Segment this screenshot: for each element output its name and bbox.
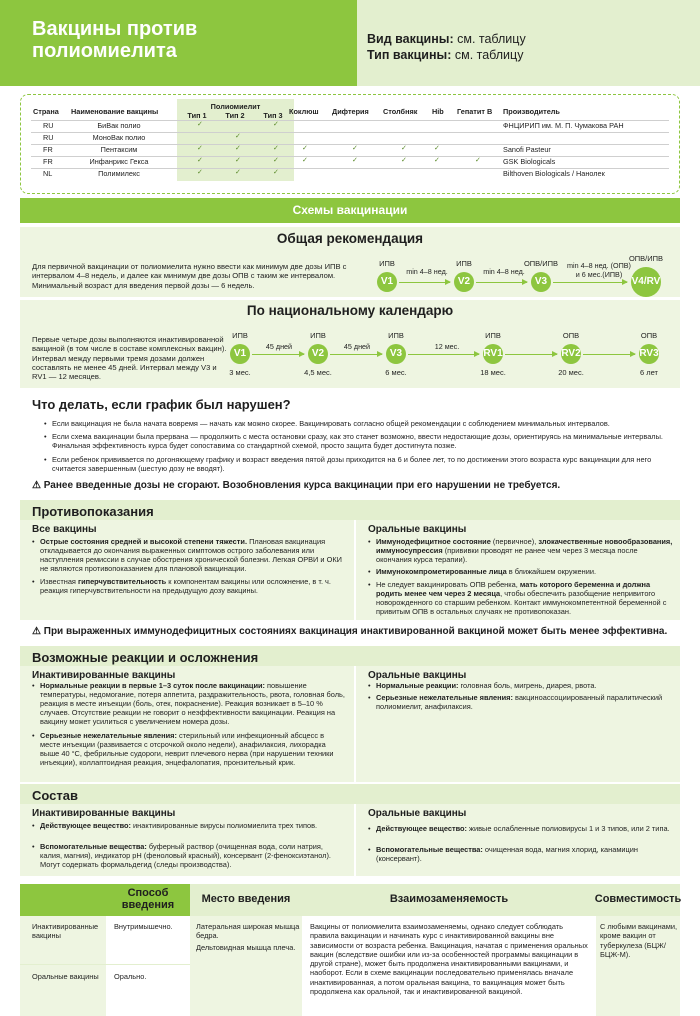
- check-icon: ✓: [235, 169, 241, 176]
- dose-type-label: ИПВ: [485, 331, 501, 340]
- check-icon: ✓: [401, 157, 407, 164]
- dose-circle: RV3: [639, 344, 659, 364]
- dose-type-label: ОПВ: [640, 331, 658, 340]
- contra-oral-item-1: • Иммунодефицитное состояние (первичное), злокачественные новообразования, иммуносупрессия (прививки проводят не ранее чем через 3 месяца после окончания курса терапии).: [376, 537, 674, 564]
- broken-title: Что делать, если график был нарушен?: [32, 397, 291, 412]
- admin-row2-method: Орально.: [114, 972, 147, 981]
- dose-type-label: ИПВ: [232, 331, 248, 340]
- check-icon: ✓: [197, 145, 203, 152]
- reactions-oral-item-2: • Серьезные нежелательные явления: вакциноассоциированный паралитический полиомиелит, анафилаксия.: [376, 693, 674, 711]
- vaccine-table: [20, 94, 680, 194]
- admin-h-place: Место введения: [190, 884, 302, 916]
- check-icon: ✓: [352, 157, 358, 164]
- broken-item-2: • Если схема вакцинации была прервана — продолжить с места остановки сразу, как это станет возможно, ввести недостающие дозы, ориентируясь на минимальные интервалы. Финальная эффективность курса будет сопоставима со стандартной схемой, просто защита будет достигнута позже.: [52, 432, 672, 450]
- national-panel: [20, 300, 680, 388]
- dose-circle: V3: [386, 344, 406, 364]
- interval-label: min 4–8 нед. (ОПВ): [567, 261, 631, 270]
- dose-circle: V3: [531, 272, 551, 292]
- th-type3: Тип 3: [263, 111, 283, 120]
- check-icon: ✓: [401, 145, 407, 152]
- dose-circle: V4/RV: [631, 267, 661, 297]
- table-cell-name: Инфанрикс Гекса: [89, 157, 149, 166]
- dose-type-label: ОПВ/ИПВ: [523, 259, 559, 268]
- interval-arrow: [583, 354, 635, 355]
- interval-arrow: [408, 354, 479, 355]
- dose-age-label: 6 мес.: [385, 368, 407, 377]
- reactions-oral-item-1: • Нормальные реакции: головная боль, мигрень, диарея, рвота.: [376, 681, 674, 690]
- composition-title: Состав: [20, 784, 680, 804]
- page-header: [0, 0, 700, 86]
- reactions-inact-title: Инактивированные вакцины: [32, 670, 176, 681]
- composition-oral-item-2: • Вспомогательные вещества: очищенная вода, магния хлорид, канамицин (консервант).: [376, 845, 674, 863]
- admin-h-compat: Совместимость: [596, 884, 680, 916]
- interval-arrow: [330, 354, 382, 355]
- table-cell-name: Пентаксим: [100, 145, 138, 154]
- admin-row1-place2: Дельтовидная мышца плеча.: [196, 943, 296, 952]
- reactions-inact-col: [20, 666, 354, 782]
- contra-oral-col: [356, 520, 680, 620]
- contra-all-col: [20, 520, 354, 620]
- dose-type-label: ОПВ/ИПВ: [628, 254, 664, 263]
- dose-circle: V1: [377, 272, 397, 292]
- admin-table: [20, 884, 680, 1016]
- tip-value: см. таблицу: [454, 48, 524, 63]
- dose-age-label: 3 мес.: [229, 368, 251, 377]
- check-icon: ✓: [235, 157, 241, 164]
- th-hepb: Гепатит B: [457, 107, 493, 116]
- check-icon: ✓: [352, 145, 358, 152]
- th-type1: Тип 1: [187, 111, 207, 120]
- vid-value: см. таблицу: [457, 32, 526, 46]
- schemes-title: Схемы вакцинации: [20, 198, 680, 223]
- interval-label: min 4–8 нед.: [406, 267, 448, 276]
- check-icon: ✓: [273, 145, 279, 152]
- national-title: По национальному календарю: [246, 303, 454, 318]
- th-hib: Hib: [432, 107, 444, 116]
- table-cell-maker: ФНЦИРИП им. М. П. Чумакова РАН: [503, 121, 624, 130]
- vid-label: Вид вакцины:: [367, 32, 454, 46]
- check-icon: ✓: [302, 157, 308, 164]
- admin-h-inter: Взаимозаменяемость: [302, 884, 596, 916]
- dose-type-label: ИПВ: [379, 259, 395, 268]
- check-icon: ✓: [197, 157, 203, 164]
- reactions-title: Возможные реакции и осложнения: [20, 646, 680, 666]
- broken-item-1: • Если вакцинация не была начата вовремя — начать как можно скорее. Вакцинировать согласно общей рекомендации с соблюдением минимальных интервалов.: [52, 419, 672, 428]
- admin-h-method: Способ введения: [106, 884, 190, 916]
- dose-type-label: ИПВ: [310, 331, 326, 340]
- composition-inact-col: [20, 804, 354, 876]
- contra-title: Противопоказания: [20, 500, 680, 520]
- contra-oral-item-2: • Иммунокомпрометированные лица в ближайшем окружении.: [376, 567, 674, 576]
- th-polio: Полиомиелит: [210, 102, 261, 111]
- table-cell-maker: GSK Biologicals: [503, 157, 556, 166]
- contra-all-item-2: • Известная гиперчувствительность к компонентам вакцины или осложнение, в т. ч. реакция гиперчувствительности на предыдущую дозу вакцины.: [40, 577, 346, 595]
- check-icon: ✓: [434, 157, 440, 164]
- admin-compat-text: С любыми вакцинами, кроме вакцин от туберкулеза (БЦЖ/БЦЖ-М).: [600, 922, 678, 959]
- broken-warning: ⚠ Ранее введенные дозы не сгорают. Возобновления курса вакцинации при его нарушении не требуется.: [32, 480, 561, 491]
- admin-row1-label: Инактивированные вакцины: [32, 922, 99, 941]
- table-cell-country: RU: [43, 121, 54, 130]
- table-cell-name: БиВак полио: [97, 121, 141, 130]
- dose-circle: RV1: [483, 344, 503, 364]
- contra-warning: ⚠ При выраженных иммунодефицитных состояниях вакцинация инактивированной вакциной может быть менее эффективна.: [32, 626, 668, 637]
- composition-inact-item-2: • Вспомогательные вещества: буферный раствор (очищенная вода, соли натрия, калия, магния), индикатор pH (феноловый красный), консервант (2-феноксиэтанол). Могут содержать формальдегид (следы производства).: [40, 842, 346, 869]
- reactions-oral-col: [356, 666, 680, 782]
- dose-age-label: 18 мес.: [480, 368, 506, 377]
- composition-oral-title: Оральные вакцины: [368, 808, 467, 819]
- check-icon: ✓: [197, 121, 203, 128]
- dose-circle: RV2: [561, 344, 581, 364]
- interval-label: 12 мес.: [434, 342, 460, 351]
- reactions-inact-item-2: • Серьезные нежелательные явления: стерильный или инфекционный абсцесс в месте инъекции (развивается с отсрочкой около недели), анафилаксия, лихорадка выше 40 °C, фебрильные судороги, неврит плечевого нерва (при нарушении техники инъекции), коллаптоидная реакция, энцефалопатия, пронзительный крик.: [40, 731, 346, 767]
- admin-inter-text: Вакцины от полиомиелита взаимозаменяемы, однако следует соблюдать правила вакцинации и начинать курс с инактивированной вакцины вне зависимости от возраста ребенка. Вакцинация, начатая с применения оральных вакцин (вследствие ошибки или из-за особенностей программы вакцинации в другой стране), может быть продолжена инактивированными вакцинами, и наоборот. Если в схеме вакцинации последовательно применялась вначале инактивированная, а потом оральная вакцина, то вакцинация может быть продолжена как оральной, так и инактивированной вакциной.: [310, 922, 588, 996]
- table-cell-maker: Bilthoven Biologicals / Нанолек: [503, 169, 605, 178]
- general-text: Для первичной вакцинации от полиомиелита нужно ввести как минимум две дозы ИПВ с интервалом 4–8 недель, и далее как минимум две дозы ОПВ с таким же интервалом. Минимальный возраст для введения первой дозы — 6 недель.: [32, 262, 347, 290]
- check-icon: ✓: [434, 145, 440, 152]
- th-pertussis: Коклюш: [289, 107, 319, 116]
- table-cell-country: FR: [43, 157, 53, 166]
- dose-type-label: ИПВ: [388, 331, 404, 340]
- table-cell-country: FR: [43, 145, 53, 154]
- interval-arrow: [399, 282, 450, 283]
- dose-age-label: 4,5 мес.: [304, 368, 332, 377]
- dose-circle: V2: [454, 272, 474, 292]
- check-icon: ✓: [197, 169, 203, 176]
- th-tetanus: Столбняк: [383, 107, 418, 116]
- contra-all-title: Все вакцины: [32, 524, 97, 535]
- general-panel: [20, 227, 680, 297]
- composition-oral-col: [356, 804, 680, 876]
- contra-oral-item-3: • Не следует вакцинировать ОПВ ребенка, мать которого беременна и должна родить менее чем через 2 месяца, чтобы обеспечить разобщение непривитого новорожденного со старшим ребенком. Контакт иммунокомпетентной беременной с привитым ОПВ в остальных случаях не противопоказан.: [376, 580, 674, 616]
- dose-circle: V1: [230, 344, 250, 364]
- composition-inact-title: Инактивированные вакцины: [32, 808, 176, 819]
- table-cell-country: NL: [43, 169, 53, 178]
- contra-oral-title: Оральные вакцины: [368, 524, 467, 535]
- check-icon: ✓: [475, 157, 481, 164]
- warning-icon: ⚠: [32, 626, 41, 637]
- check-icon: ✓: [273, 157, 279, 164]
- national-text: Первые четыре дозы выполняются инактивированной вакциной (в том числе в составе комплексных вакцин). Интервал между первыми тремя дозами должен составлять не менее 45 дней. Интервал между V3 и RV1 — 12 месяцев.: [32, 335, 227, 381]
- composition-oral-item-1: • Действующее вещество: живые ослабленные полиовирусы 1 и 3 типов, или 2 типа.: [376, 824, 674, 833]
- interval-arrow: [505, 354, 557, 355]
- tip-label: Тип вакцины:: [367, 48, 452, 63]
- interval-arrow: [476, 282, 527, 283]
- admin-row1-place1: Латеральная широкая мышца бедра.: [196, 922, 300, 941]
- check-icon: ✓: [235, 133, 241, 140]
- table-cell-maker: Sanofi Pasteur: [503, 145, 551, 154]
- interval-label: 45 дней: [265, 342, 293, 351]
- th-country: Страна: [33, 107, 59, 116]
- reactions-oral-title: Оральные вакцины: [368, 670, 467, 681]
- th-diphtheria: Дифтерия: [332, 107, 369, 116]
- admin-row1-method: Внутримышечно.: [114, 922, 173, 931]
- admin-row-divider: [20, 964, 190, 965]
- table-cell-name: Полимилекс: [98, 169, 140, 178]
- interval-label: 45 дней: [343, 342, 371, 351]
- admin-row2-label: Оральные вакцины: [32, 972, 99, 981]
- reactions-inact-item-1: • Нормальные реакции в первые 1–3 суток после вакцинации: повышение температуры, недомогание, потеря аппетита, раздражительность, рвота, головная боль, реакция в месте инъекции (боль, отек, покраснение). Реакция возникает в 5–10 % случаев. Отсутствие реакции не говорит о неэффективности вакцинации. Реакция на вакцину может усилиться с увеличением номера дозы.: [40, 681, 346, 726]
- interval-arrow: [252, 354, 304, 355]
- dose-type-label: ИПВ: [456, 259, 472, 268]
- dose-circle: V2: [308, 344, 328, 364]
- th-maker: Производитель: [503, 107, 560, 116]
- warning-icon: ⚠: [32, 480, 41, 491]
- admin-corner: [20, 884, 106, 916]
- check-icon: ✓: [235, 145, 241, 152]
- dose-age-label: 20 мес.: [558, 368, 584, 377]
- check-icon: ✓: [302, 145, 308, 152]
- composition-inact-item-1: • Действующее вещество: инактивированные вирусы полиомиелита трех типов.: [40, 821, 346, 830]
- th-type2: Тип 2: [225, 111, 245, 120]
- contra-all-item-1: • Острые состояния средней и высокой степени тяжести. Плановая вакцинация откладывается до окончания выраженных симптомов острого заболевания или наступления ремиссии в случае обострения хронической болезни. Легкая ОРВИ и ОКИ не являются противопоказанием для плановой вакцинации.: [40, 537, 346, 573]
- dose-age-label: 6 лет: [640, 368, 658, 377]
- general-title: Общая рекомендация: [276, 231, 424, 246]
- page-title: Вакцины против полиомиелита: [0, 0, 357, 86]
- table-cell-country: RU: [43, 133, 54, 142]
- check-icon: ✓: [273, 169, 279, 176]
- interval-label: и 6 мес.(ИПВ): [575, 270, 623, 279]
- interval-arrow: [553, 282, 627, 283]
- broken-item-3: • Если ребенок прививается по догоняющему графику и возраст введения пятой дозы приходится на 6 и более лет, то по достижении этого возраста курс вакцинации для него считается завершенным (шестую дозу не вводят).: [52, 455, 672, 473]
- th-name: Наименование вакцины: [71, 107, 159, 116]
- vaccine-kind-box: [357, 0, 700, 86]
- table-cell-name: МоноВак полио: [92, 133, 146, 142]
- interval-label: min 4–8 нед.: [483, 267, 525, 276]
- dose-type-label: ОПВ: [562, 331, 580, 340]
- check-icon: ✓: [273, 121, 279, 128]
